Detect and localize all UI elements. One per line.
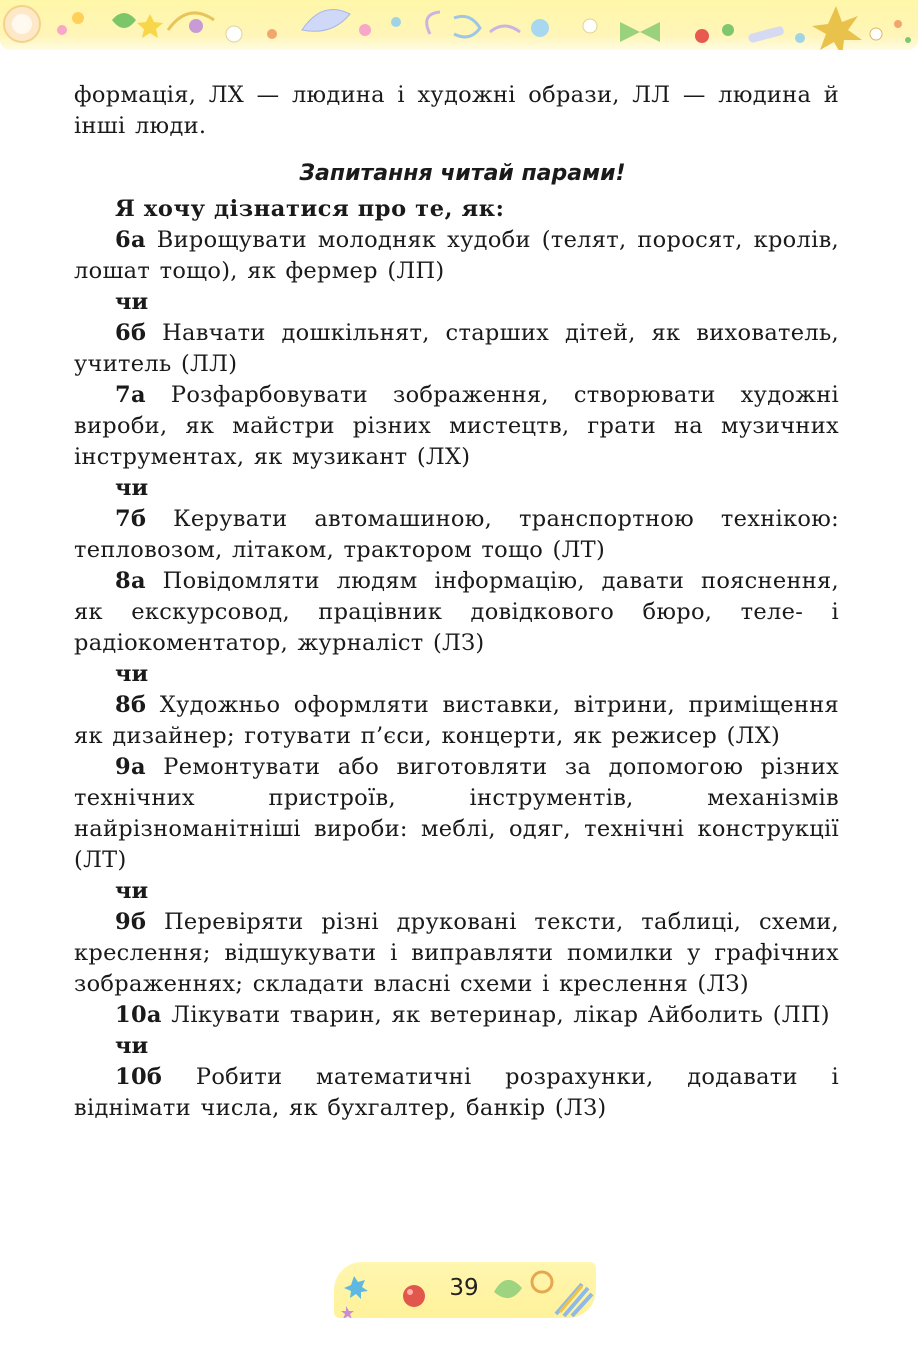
item-number: 7а bbox=[115, 382, 146, 408]
item-text: Перевіряти різні друковані тексти, таблиці, схеми, креслення; відшукувати і виправляти помилки у графічних зображеннях; складати власні схеми і креслення (ЛЗ) bbox=[74, 909, 840, 997]
item-number: 6б bbox=[115, 320, 147, 346]
item-text: Навчати дошкільнят, старших дітей, як вихователь, учитель (ЛЛ) bbox=[74, 320, 839, 377]
item-text: Ремонтувати або виготовляти за допомогою різних технічних пристроїв, інструментів, механізмів найрізноманітніші вироби: меблі, одяг, технічні конструкції (ЛТ) bbox=[74, 754, 839, 873]
item-text: Робити математичні розрахунки, додавати і віднімати числа, як бухгалтер, банкір (ЛЗ) bbox=[74, 1064, 840, 1121]
item-number: 7б bbox=[115, 506, 147, 532]
item-text: Лікувати тварин, як ветеринар, лікар Айболить (ЛП) bbox=[171, 1002, 830, 1028]
or-separator: чи bbox=[115, 475, 149, 501]
or-separator: чи bbox=[115, 878, 149, 904]
item-number: 10б bbox=[115, 1064, 163, 1090]
top-decorative-banner bbox=[0, 0, 918, 50]
item-text: Повідомляти людям інформацію, давати пояснення, як екскурсовод, працівник довідкового бюро, теле- і радіокоментатор, журналіст (ЛЗ) bbox=[74, 568, 840, 656]
item-number: 8б bbox=[115, 692, 147, 718]
item-number: 6а bbox=[115, 227, 146, 253]
item-number: 9б bbox=[115, 909, 147, 935]
list-item bbox=[74, 1000, 839, 1031]
list-item bbox=[74, 752, 839, 876]
list-item bbox=[74, 380, 839, 473]
item-text: Керувати автомашиною, транспортною технікою: тепловозом, літаком, трактором тощо (ЛТ) bbox=[74, 506, 839, 563]
list-item bbox=[74, 907, 839, 1000]
list-item bbox=[74, 225, 839, 287]
item-text: Розфарбовувати зображення, створювати художні вироби, як майстри різних мистецтв, грати на музичних інструментах, як музикант (ЛХ) bbox=[74, 382, 839, 470]
list-item bbox=[74, 1062, 839, 1124]
item-text: Вирощувати молодняк худоби (телят, поросят, кролів, лошат тощо), як фермер (ЛП) bbox=[74, 227, 840, 284]
list-item bbox=[74, 566, 839, 659]
list-item bbox=[74, 318, 839, 380]
page-number-banner bbox=[334, 1262, 596, 1318]
list-item bbox=[74, 504, 839, 566]
section-heading: Запитання читай парами! bbox=[299, 161, 626, 186]
or-separator: чи bbox=[115, 1033, 149, 1059]
list-item bbox=[74, 690, 839, 752]
intro-paragraph: формація, ЛХ — людина і художні образи, ЛЛ — людина й інші люди. bbox=[74, 82, 839, 139]
or-separator: чи bbox=[115, 289, 149, 315]
page-content bbox=[74, 80, 839, 1124]
item-text: Художньо оформляти виставки, вітрини, приміщення як дизайнер; готувати п’єси, концерти, як режисер (ЛХ) bbox=[74, 692, 839, 749]
lead-line: Я хочу дізнатися про те, як: bbox=[115, 196, 505, 222]
decorative-doodles-icon bbox=[0, 0, 918, 50]
page-number: 39 bbox=[449, 1275, 479, 1301]
item-number: 8а bbox=[115, 568, 146, 594]
item-number: 10а bbox=[115, 1002, 162, 1028]
item-number: 9а bbox=[115, 754, 146, 780]
or-separator: чи bbox=[115, 661, 149, 687]
